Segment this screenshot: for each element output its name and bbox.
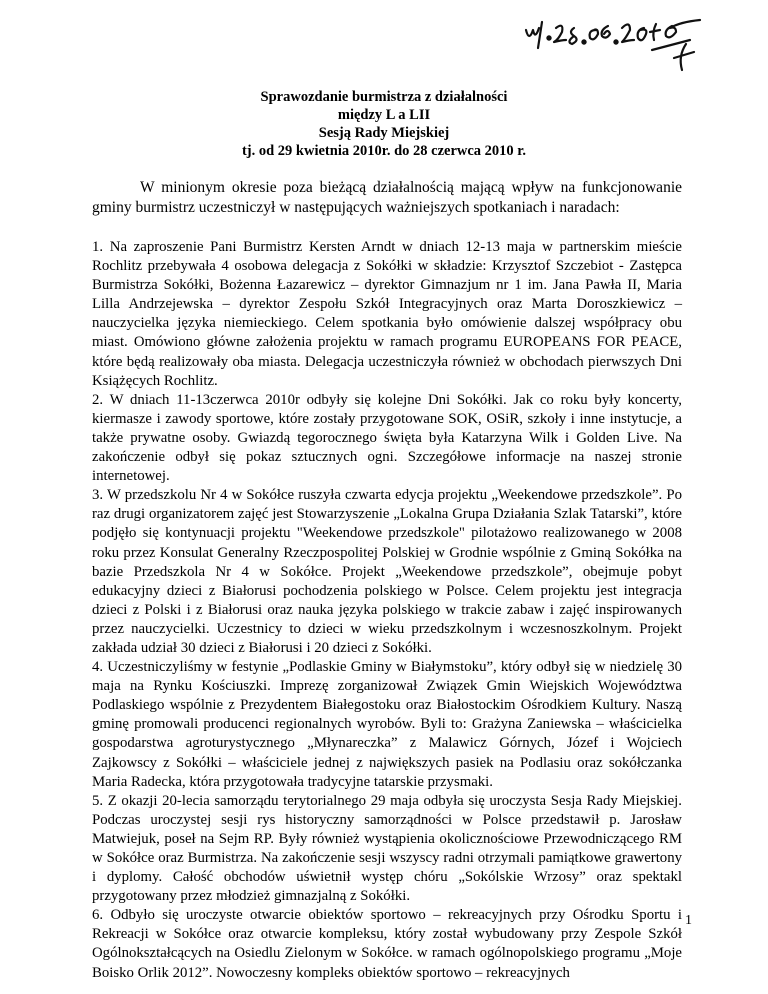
- list-item: 4. Uczestniczyliśmy w festynie „Podlaskie Gminy w Białymstoku”, który odbył się w niedzielę 30 maja na Rynku Kościuszki. Imprezę zorganizował Związek Gmin Wiejskich Województwa Podlaskiego wspólnie z Prezydentem Białegostoku oraz Białostockim Ośrodkiem Kultury. Naszą gminę promowali producenci regionalnych wyrobów. Byli to: Grażyna Zaniewska – właścicielka gospodarstwa agroturystycznego „Młynareczka” z Malawicz Górnych, Józef i Wojciech Zajkowscy z Sokółki – właściciele jednej z największych pasiek na Podlasiu oraz sokółczanka Maria Radecka, która przygotowała tradycyjne tatarskie przysmaki.: [92, 659, 682, 790]
- intro-text: W minionym okresie poza bieżącą działalnością mającą wpływ na funkcjonowanie gminy burmistrz uczestniczył w następujących ważniejszych spotkaniach i naradach:: [92, 179, 682, 216]
- list-item: 1. Na zaproszenie Pani Burmistrz Kersten Arndt w dniach 12-13 maja w partnerskim mieście Rochlitz przebywała 4 osobowa delegacja z Sokółki w składzie: Krzysztof Szczebiot - Zastępca Burmistrza Sokółki, Bożenna Łazarewicz – dyrektor Gimnazjum nr 1 im. Jana Pawła II, Maria Lilla Andrzejewska – dyrektor Zespołu Szkół Integracyjnych oraz Marta Doroszkiewicz – nauczycielka języka niemieckiego. Celem spotkania było omówienie dalszej współpracy obu miast. Omówiono główne założenia projektu w ramach programu EUROPEANS FOR PEACE, które będą realizowały oba miasta. Delegacja uczestniczyła również w obchodach pierwszych Dni Książęcych Rochlitz.: [92, 239, 682, 389]
- title-line-1: Sprawozdanie burmistrza z działalności: [260, 89, 508, 105]
- report-title: [0, 88, 768, 160]
- list-item: 2. W dniach 11-13czerwca 2010r odbyły się kolejne Dni Sokółki. Jak co roku były koncerty, kiermasze i zawody sportowe, które zostały przygotowane SOK, OSiR, szkoły i inne instytucje, a także prywatne osoby. Gwiazdą tegorocznego święta była Katarzyna Wilk i Golden Live. Na zakończenie odbył się pokaz sztucznych ogni. Szczegółowe informacje na naszej stronie internetowej.: [92, 391, 682, 485]
- list-item: 3. W przedszkolu Nr 4 w Sokółce ruszyła czwarta edycja projektu „Weekendowe przedszkole”. Po raz drugi organizatorem zajęć jest Stowarzyszenie „Lokalna Grupa Działania Szlak Tatarski”, które podjęło się kontynuacji projektu "Weekendowe przedszkole" pilotażowo realizowanego w 2008 roku przez Konsulat Generalny Rzeczpospolitej Polskiej w Grodnie wspólnie z Gminą Sokółka na bazie Przedszkola Nr 4 w Sokółce. Projekt „Weekendowe przedszkole”, obejmuje pobyt edukacyjny dzieci z Białorusi pochodzenia polskiego w Polsce. Celem projektu jest integracja dzieci z Polski i z Białorusi oraz nauka języka polskiego w trakcie zabaw i zajęć inspirowanych przez nauczycielki. Uczestnicy to dzieci w wieku przedszkolnym i wczesnoszkolnym. Projekt zakłada udział 30 dzieci z Białorusi i 20 dzieci z Sokółki.: [92, 487, 682, 656]
- list-item: 6. Odbyło się uroczyste otwarcie obiektów sportowo – rekreacyjnych przy Ośrodku Sportu i Rekreacji w Sokółce oraz otwarcie kompleksu, który został wybudowany przy Zespole Szkół Ogólnokształcących na Osiedlu Zielonym w Sokółce. w ramach ogólnopolskiego programu „Moje Boisko Orlik 2012”. Nowoczesny kompleks obiektów sportowo – rekreacyjnych: [92, 907, 682, 981]
- title-line-2: między L a LII: [337, 107, 431, 123]
- list-item: 5. Z okazji 20-lecia samorządu terytorialnego 29 maja odbyła się uroczysta Sesja Rady Miejskiej. Podczas uroczystej sesji rys historyczny samorządności w Polsce przedstawił p. Jarosław Matwiejuk, poseł na Sejm RP. Były również wystąpienia okolicznościowe Przewodniczącego RM w Sokółce oraz Burmistrza. Na zakończenie sesji wszyscy radni otrzymali pamiątkowe grawertony i dyplomy. Całość obchodów uświetnił występ chóru „Sokólskie Wrzosy” oraz spektakl przygotowany przez młodzież gimnazjalną z Sokółki.: [92, 792, 682, 905]
- page-number: 1: [685, 913, 692, 928]
- title-line-3: Sesją Rady Miejskiej: [318, 125, 450, 141]
- title-line-4: tj. od 29 kwietnia 2010r. do 28 czerwca 2010 r.: [241, 143, 527, 159]
- handwritten-annotation: [522, 14, 722, 76]
- handwritten-signature-mark: [522, 14, 722, 76]
- report-body: [92, 238, 682, 983]
- intro-paragraph: [92, 178, 682, 218]
